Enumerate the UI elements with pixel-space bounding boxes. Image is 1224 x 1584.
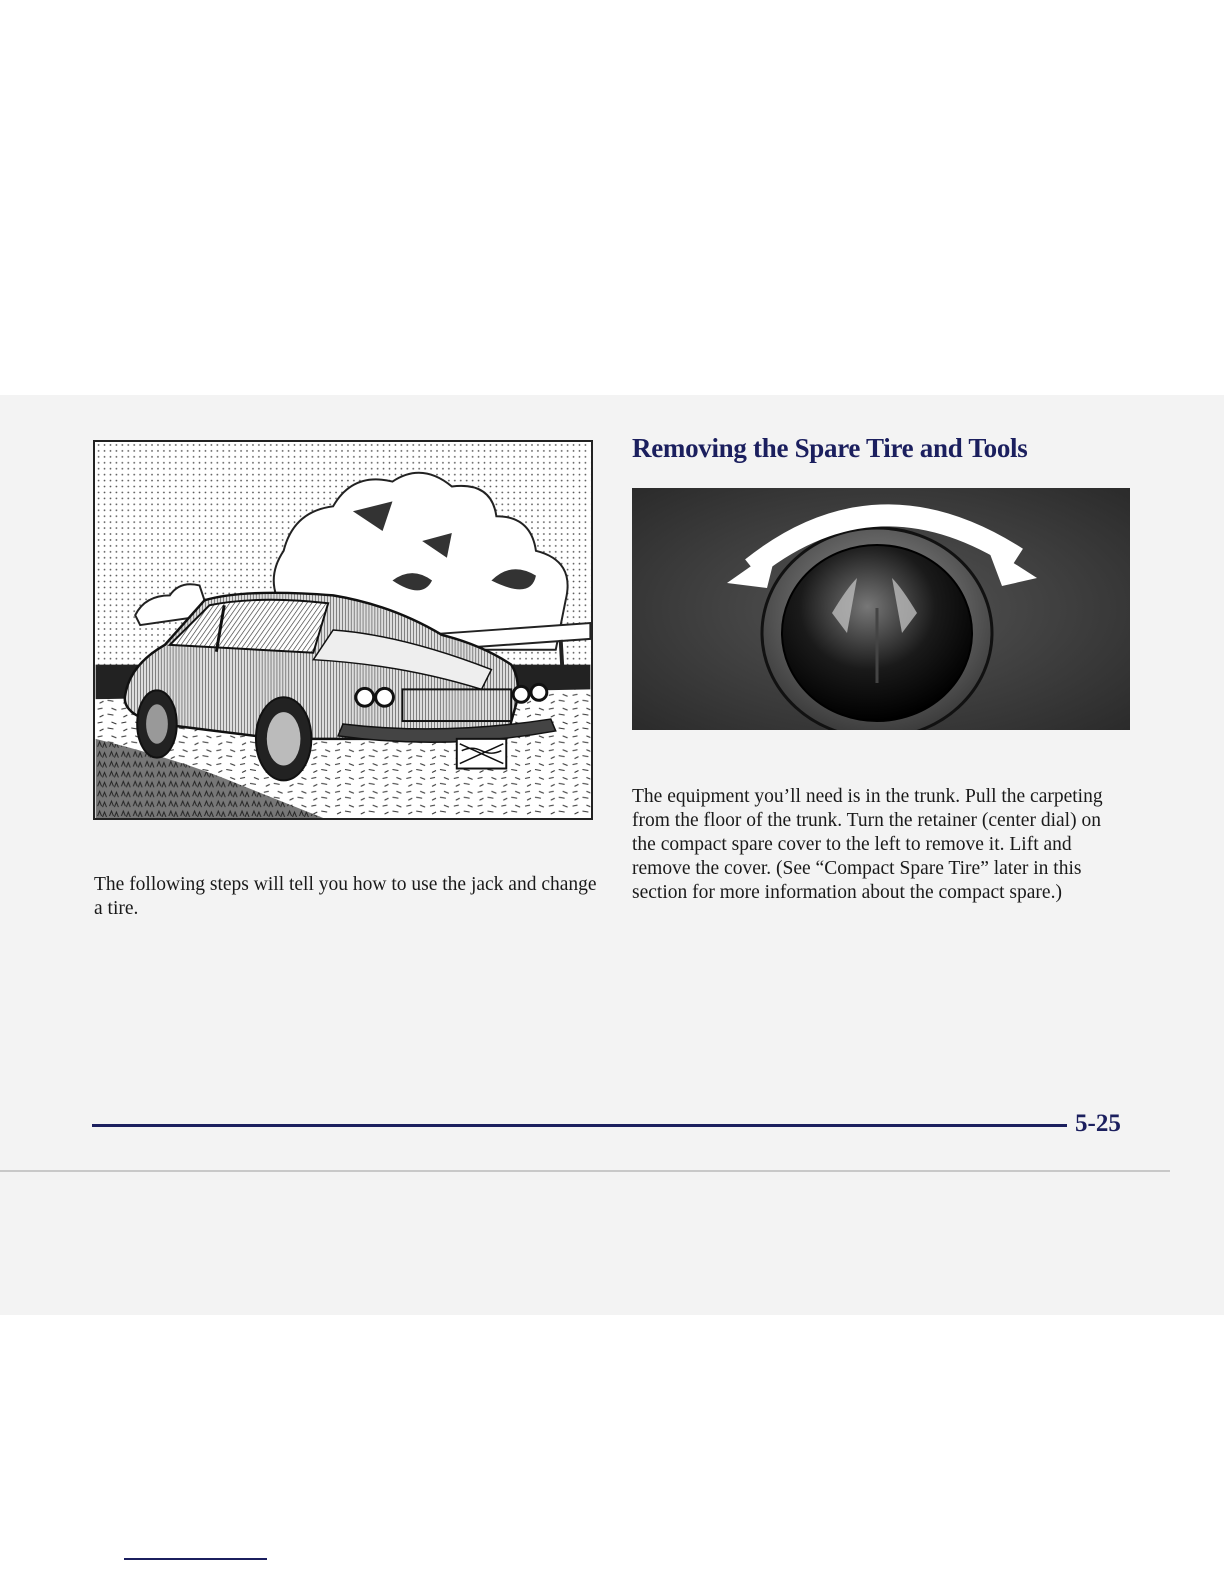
instructions-paragraph: The equipment you’ll need is in the trunk. Pull the carpeting from the floor of the trunk. Turn the retainer (center dial) on the compact spare cover to the left to remove it. Lift and remove the cover. (See “Compact Spare Tire” later in this section for more information about the compact spare.) (632, 785, 1103, 903)
footer-rule (92, 1124, 1067, 1127)
bottom-rule-mark (124, 1558, 267, 1560)
scan-edge-divider (0, 1170, 1170, 1172)
spare-cover-retainer-dial-photo (632, 488, 1130, 730)
page-number: 5-25 (1075, 1110, 1121, 1137)
car-on-jack-illustration (93, 440, 593, 820)
section-heading: Removing the Spare Tire and Tools (632, 433, 1028, 463)
intro-caption: The following steps will tell you how to use the jack and change a tire. (94, 873, 597, 919)
